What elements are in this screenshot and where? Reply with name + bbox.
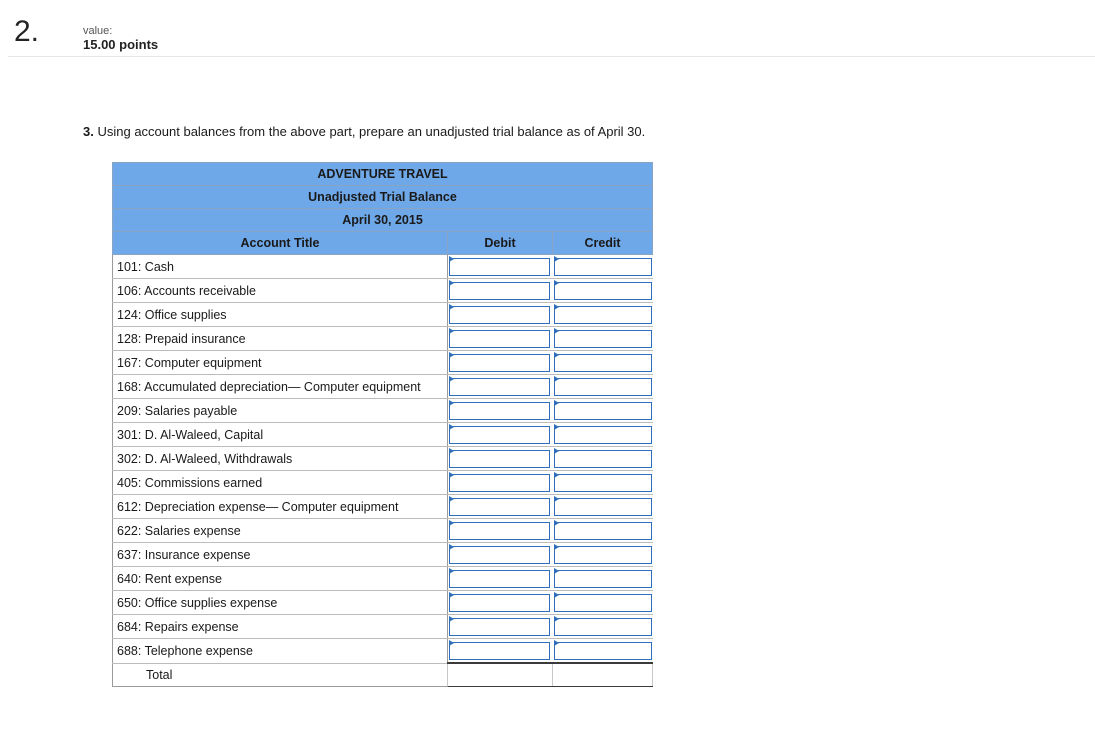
- debit-cell: [448, 255, 553, 279]
- debit-amount-input[interactable]: [449, 474, 550, 492]
- account-row: [113, 303, 653, 327]
- cell-marker-icon: [554, 592, 559, 598]
- credit-cell: [553, 447, 653, 471]
- account-row: [113, 375, 653, 399]
- debit-amount-input[interactable]: [449, 282, 550, 300]
- credit-total-cell: [553, 663, 653, 687]
- date-header-row: [113, 209, 653, 232]
- cell-marker-icon: [449, 400, 454, 406]
- credit-amount-input[interactable]: [554, 498, 652, 516]
- cell-marker-icon: [554, 520, 559, 526]
- account-row: [113, 567, 653, 591]
- cell-marker-icon: [449, 472, 454, 478]
- cell-marker-icon: [449, 568, 454, 574]
- credit-amount-input[interactable]: [554, 594, 652, 612]
- cell-marker-icon: [449, 496, 454, 502]
- account-row: [113, 495, 653, 519]
- account-title: 168: Accumulated depreciation— Computer equipment: [113, 375, 448, 399]
- debit-amount-input[interactable]: [449, 306, 550, 324]
- account-row: [113, 471, 653, 495]
- question-number: 2.: [14, 15, 40, 48]
- credit-cell: [553, 495, 653, 519]
- cell-marker-icon: [554, 616, 559, 622]
- debit-amount-input[interactable]: [449, 354, 550, 372]
- statement-title: Unadjusted Trial Balance: [113, 186, 653, 209]
- debit-amount-input[interactable]: [449, 402, 550, 420]
- header-divider: [8, 56, 1095, 57]
- debit-amount-input[interactable]: [449, 258, 550, 276]
- debit-cell: [448, 375, 553, 399]
- debit-amount-input[interactable]: [449, 450, 550, 468]
- account-title: 128: Prepaid insurance: [113, 327, 448, 351]
- credit-cell: [553, 399, 653, 423]
- debit-cell: [448, 303, 553, 327]
- account-row: [113, 255, 653, 279]
- cell-marker-icon: [449, 328, 454, 334]
- account-row: [113, 327, 653, 351]
- debit-cell: [448, 327, 553, 351]
- account-row: [113, 399, 653, 423]
- debit-cell: [448, 447, 553, 471]
- account-row: [113, 279, 653, 303]
- account-row: [113, 519, 653, 543]
- cell-marker-icon: [554, 424, 559, 430]
- cell-marker-icon: [554, 472, 559, 478]
- credit-amount-input[interactable]: [554, 402, 652, 420]
- statement-date: April 30, 2015: [113, 209, 653, 232]
- account-row: [113, 591, 653, 615]
- credit-cell: [553, 351, 653, 375]
- debit-amount-input[interactable]: [449, 546, 550, 564]
- debit-amount-input[interactable]: [449, 594, 550, 612]
- debit-cell: [448, 279, 553, 303]
- cell-marker-icon: [449, 640, 454, 646]
- debit-amount-input[interactable]: [449, 498, 550, 516]
- credit-cell: [553, 279, 653, 303]
- debit-cell: [448, 567, 553, 591]
- debit-cell: [448, 639, 553, 664]
- credit-cell: [553, 639, 653, 664]
- cell-marker-icon: [449, 520, 454, 526]
- account-title: 101: Cash: [113, 255, 448, 279]
- credit-amount-input[interactable]: [554, 474, 652, 492]
- cell-marker-icon: [449, 256, 454, 262]
- credit-cell: [553, 327, 653, 351]
- instruction-body: Using account balances from the above part, prepare an unadjusted trial balance as of April 30.: [97, 124, 646, 139]
- cell-marker-icon: [554, 328, 559, 334]
- account-title: 167: Computer equipment: [113, 351, 448, 375]
- cell-marker-icon: [449, 304, 454, 310]
- account-title: 684: Repairs expense: [113, 615, 448, 639]
- credit-cell: [553, 375, 653, 399]
- cell-marker-icon: [449, 352, 454, 358]
- debit-cell: [448, 423, 553, 447]
- debit-cell: [448, 615, 553, 639]
- instruction-text: [83, 124, 645, 139]
- account-title: 622: Salaries expense: [113, 519, 448, 543]
- credit-cell: [553, 519, 653, 543]
- total-row: [113, 663, 653, 687]
- credit-cell: [553, 255, 653, 279]
- account-title-header: Account Title: [113, 232, 448, 255]
- debit-amount-input[interactable]: [449, 522, 550, 540]
- debit-cell: [448, 543, 553, 567]
- account-title: 688: Telephone expense: [113, 639, 448, 664]
- cell-marker-icon: [554, 304, 559, 310]
- credit-cell: [553, 543, 653, 567]
- account-row: [113, 423, 653, 447]
- cell-marker-icon: [449, 448, 454, 454]
- cell-marker-icon: [554, 544, 559, 550]
- total-label: Total: [113, 663, 448, 687]
- credit-amount-input[interactable]: [554, 426, 652, 444]
- account-row: [113, 543, 653, 567]
- account-row: [113, 615, 653, 639]
- credit-amount-input[interactable]: [554, 522, 652, 540]
- debit-amount-input[interactable]: [449, 618, 550, 636]
- credit-amount-input[interactable]: [554, 570, 652, 588]
- account-title: 124: Office supplies: [113, 303, 448, 327]
- points-value: 15.00 points: [83, 37, 159, 52]
- account-title: 650: Office supplies expense: [113, 591, 448, 615]
- cell-marker-icon: [449, 544, 454, 550]
- debit-total-cell: [448, 663, 553, 687]
- account-title: 106: Accounts receivable: [113, 279, 448, 303]
- trial-balance-table: [112, 162, 653, 687]
- account-title: 209: Salaries payable: [113, 399, 448, 423]
- credit-amount-input[interactable]: [554, 618, 652, 636]
- credit-cell: [553, 423, 653, 447]
- account-title: 301: D. Al-Waleed, Capital: [113, 423, 448, 447]
- debit-header: Debit: [448, 232, 553, 255]
- account-row: [113, 447, 653, 471]
- account-title: 637: Insurance expense: [113, 543, 448, 567]
- cell-marker-icon: [449, 616, 454, 622]
- debit-cell: [448, 495, 553, 519]
- credit-cell: [553, 471, 653, 495]
- account-row: [113, 639, 653, 664]
- debit-amount-input[interactable]: [449, 378, 550, 396]
- debit-cell: [448, 471, 553, 495]
- debit-amount-input[interactable]: [449, 570, 550, 588]
- cell-marker-icon: [554, 568, 559, 574]
- column-header-row: [113, 232, 653, 255]
- cell-marker-icon: [449, 592, 454, 598]
- account-row: [113, 351, 653, 375]
- account-title: 640: Rent expense: [113, 567, 448, 591]
- company-header-row: [113, 163, 653, 186]
- cell-marker-icon: [554, 376, 559, 382]
- cell-marker-icon: [554, 640, 559, 646]
- credit-cell: [553, 591, 653, 615]
- credit-amount-input[interactable]: [554, 354, 652, 372]
- account-title: 405: Commissions earned: [113, 471, 448, 495]
- credit-amount-input[interactable]: [554, 330, 652, 348]
- debit-amount-input[interactable]: [449, 642, 550, 660]
- credit-cell: [553, 567, 653, 591]
- cell-marker-icon: [449, 424, 454, 430]
- value-label: value:: [83, 25, 113, 37]
- credit-amount-input[interactable]: [554, 378, 652, 396]
- credit-cell: [553, 615, 653, 639]
- account-title: 612: Depreciation expense— Computer equipment: [113, 495, 448, 519]
- credit-header: Credit: [553, 232, 653, 255]
- credit-amount-input[interactable]: [554, 258, 652, 276]
- statement-header-row: [113, 186, 653, 209]
- debit-cell: [448, 519, 553, 543]
- cell-marker-icon: [449, 280, 454, 286]
- credit-amount-input[interactable]: [554, 642, 652, 660]
- debit-cell: [448, 591, 553, 615]
- cell-marker-icon: [554, 400, 559, 406]
- debit-amount-input[interactable]: [449, 426, 550, 444]
- credit-amount-input[interactable]: [554, 282, 652, 300]
- debit-cell: [448, 351, 553, 375]
- credit-cell: [553, 303, 653, 327]
- credit-amount-input[interactable]: [554, 450, 652, 468]
- cell-marker-icon: [554, 280, 559, 286]
- cell-marker-icon: [554, 256, 559, 262]
- account-title: 302: D. Al-Waleed, Withdrawals: [113, 447, 448, 471]
- cell-marker-icon: [449, 376, 454, 382]
- part-number: 3.: [83, 124, 94, 139]
- debit-cell: [448, 399, 553, 423]
- cell-marker-icon: [554, 352, 559, 358]
- company-name: ADVENTURE TRAVEL: [113, 163, 653, 186]
- debit-amount-input[interactable]: [449, 330, 550, 348]
- credit-amount-input[interactable]: [554, 306, 652, 324]
- cell-marker-icon: [554, 448, 559, 454]
- cell-marker-icon: [554, 496, 559, 502]
- credit-amount-input[interactable]: [554, 546, 652, 564]
